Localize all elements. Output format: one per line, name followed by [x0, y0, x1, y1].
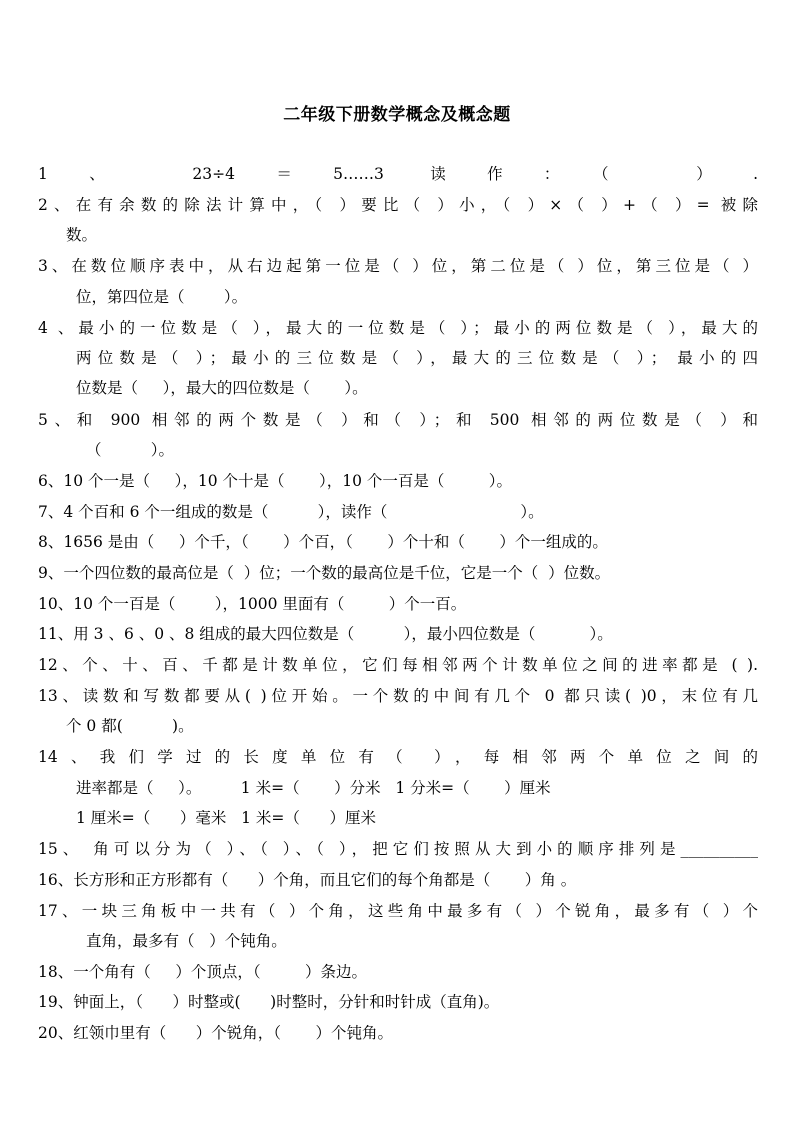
question-3-continued: 位，第四位是（ ）。 — [76, 288, 248, 306]
question-18: 18、一个角有（ ）个顶点，（ ）条边。 — [38, 963, 367, 981]
question-12: 12、个、十、百、千都是计数单位，它们每相邻两个计数单位之间的进率都是 ( ). — [38, 656, 758, 674]
question-1: 1、 23÷4＝5……3 读作：（ ）. — [38, 165, 758, 183]
question-8: 8、1656 是由（ ）个千，（ ）个百，（ ）个十和（ ）个一组成的。 — [38, 533, 608, 551]
question-14: 14、我们学过的长度单位有（ ），每相邻两个单位之间的 — [38, 748, 758, 766]
question-5: 5、和 900 相邻的两个数是（ ）和（ ）；和 500 相邻的两位数是（ ）和 — [38, 411, 758, 429]
question-19: 19、钟面上，（ ）时整或( )时整时，分针和时针成（直角)。 — [38, 993, 500, 1011]
question-17-continued: 直角，最多有（ ）个钝角。 — [86, 932, 287, 950]
question-9: 9、一个四位数的最高位是（ ）位；一个数的最高位是千位，它是一个（ ）位数。 — [38, 564, 611, 582]
question-15: 15、 角可以分为（ ）、（ ）、（ ），把它们按照从大到小的顺序排列是__________ — [38, 840, 758, 858]
question-4-continued-2: 位数是（ ），最大的四位数是（ ）。 — [76, 379, 368, 397]
question-5-continued: （ ）。 — [86, 441, 175, 459]
question-14-continued-2: 1 厘米=（ ）毫米 1 米=（ ）厘米 — [76, 809, 376, 827]
question-2-continued: 数。 — [66, 226, 98, 244]
question-3: 3、在数位顺序表中，从右边起第一位是（ ）位，第二位是（ ）位，第三位是（ ） — [38, 257, 758, 275]
question-6: 6、10 个一是（ ），10 个十是（ ），10 个一百是（ ）。 — [38, 472, 513, 490]
question-7: 7、4 个百和 6 个一组成的数是（ ），读作（ ）。 — [38, 503, 544, 521]
page-title: 二年级下册数学概念及概念题 — [283, 105, 511, 125]
question-13: 13、读数和写数都要从( )位开始。一个数的中间有几个 0 都只读( )0，末位有几 — [38, 687, 758, 705]
question-11: 11、用 3 、6 、0 、8 组成的最大四位数是（ ），最小四位数是（ ）。 — [38, 625, 613, 643]
question-10: 10、10 个一百是（ ），1000 里面有（ ）个一百。 — [38, 595, 467, 613]
question-4-continued: 两位数是（ ）；最小的三位数是（ ），最大的三位数是（ ）； 最小的四 — [76, 349, 758, 367]
question-14-continued: 进率都是（ ）。 1 米=（ ）分米 1 分米=（ ）厘米 — [76, 779, 551, 797]
question-13-continued: 个 0 都( )。 — [66, 717, 194, 735]
question-2: 2、在有余数的除法计算中，（ ）要比（ ）小，（ ）×（ ）+（ ）= 被除 — [38, 196, 758, 214]
question-16: 16、长方形和正方形都有（ ）个角，而且它们的每个角都是（ ）角 。 — [38, 871, 577, 889]
question-17: 17、一块三角板中一共有（ ）个角，这些角中最多有（ ）个锐角，最多有（ ）个 — [38, 902, 758, 920]
question-4: 4 、最小的一位数是（ ），最大的一位数是（ ）；最小的两位数是（ ），最大的 — [38, 319, 758, 337]
question-20: 20、红领巾里有（ ）个锐角，（ ）个钝角。 — [38, 1024, 394, 1042]
